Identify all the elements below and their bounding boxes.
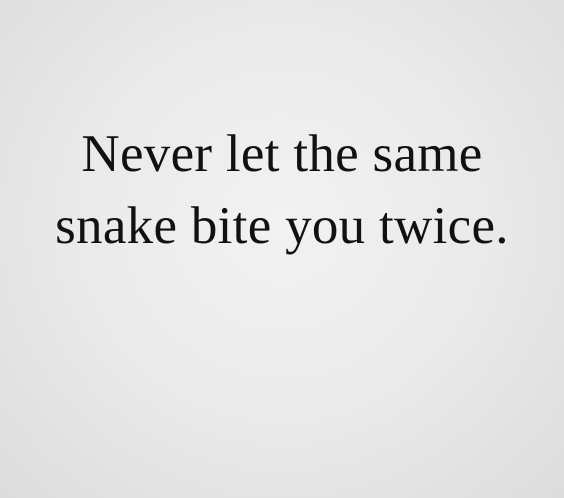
- quote-line-2: snake bite you twice.: [55, 197, 509, 255]
- quote-text: [0, 118, 564, 262]
- quote-line-1: Never let the same: [81, 125, 483, 183]
